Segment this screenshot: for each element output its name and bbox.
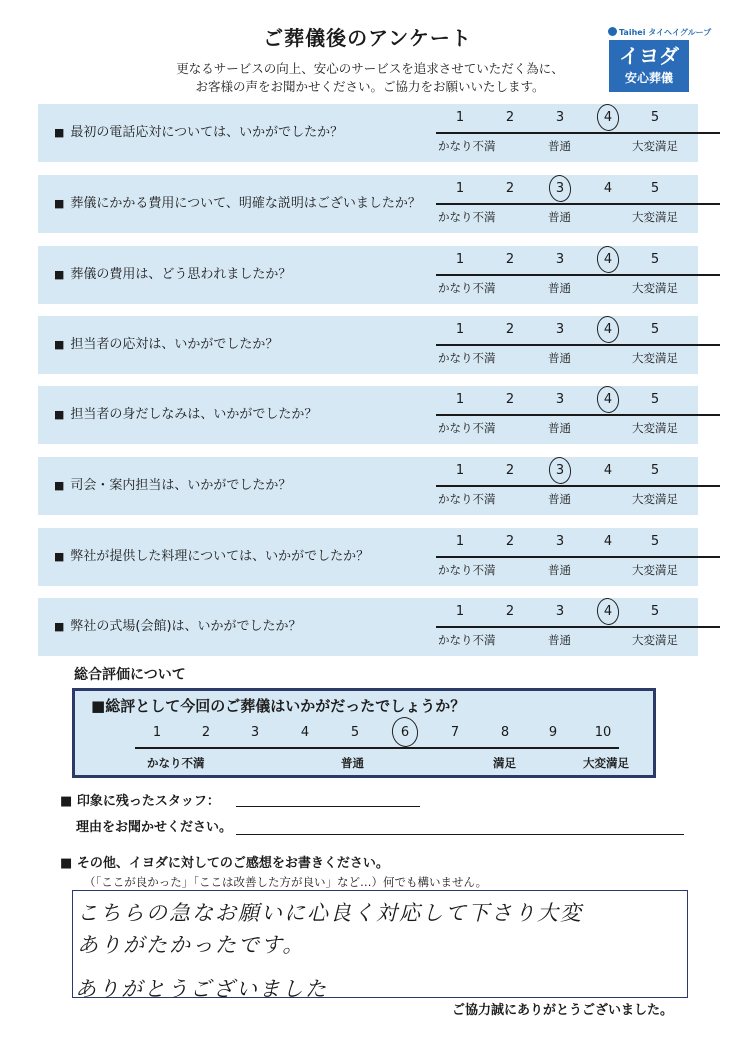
rating-option-1[interactable]: 1 — [455, 181, 465, 196]
bullet-square-icon: ■ — [54, 268, 65, 281]
scale-label-high: 大変満足 — [632, 281, 678, 295]
scale-line — [436, 626, 720, 628]
overall-rating-option-4[interactable]: 4 — [300, 725, 310, 740]
question-text — [54, 246, 291, 304]
scale-line — [436, 414, 720, 416]
page-title: ご葬儀後のアンケート — [263, 26, 472, 50]
intro-line-2: お客様の声をお聞かせください。ご協力をお願いいたします。 — [195, 79, 545, 94]
scale-label-high: 大変満足 — [632, 210, 678, 224]
overall-rating-option-8[interactable]: 8 — [500, 725, 510, 740]
selected-rating-circle — [547, 174, 573, 204]
rating-option-4[interactable]: 4 — [603, 534, 613, 549]
question-label: 弊社の式場(会館)は、いかがでしたか？ — [70, 619, 302, 634]
selected-rating-circle — [595, 245, 621, 275]
scale-label-low: かなり不満 — [438, 351, 496, 365]
question-text — [54, 528, 369, 586]
scale-label-mid: 普通 — [548, 421, 571, 435]
staff-input-line[interactable] — [236, 806, 420, 807]
rating-option-5[interactable]: 5 — [650, 322, 660, 337]
overall-rating-option-5[interactable]: 5 — [350, 725, 360, 740]
rating-option-3[interactable]: 3 — [555, 322, 565, 337]
bullet-square-icon: ■ — [54, 408, 65, 421]
reason-input-line[interactable] — [236, 834, 684, 835]
selected-rating-circle — [547, 456, 573, 486]
logo-main: イヨダ — [619, 44, 679, 68]
scale-label-low: かなり不満 — [438, 492, 496, 506]
rating-option-2[interactable]: 2 — [505, 392, 515, 407]
rating-option-5[interactable]: 5 — [650, 392, 660, 407]
question-text — [54, 457, 291, 515]
scale-line — [436, 274, 720, 276]
rating-option-1[interactable]: 1 — [455, 463, 465, 478]
rating-option-5[interactable]: 5 — [650, 463, 660, 478]
bullet-square-icon: ■ — [54, 620, 65, 633]
rating-option-4[interactable]: 4 — [603, 110, 613, 125]
question-text — [54, 316, 278, 374]
bullet-square-icon: ■ — [54, 479, 65, 492]
rating-option-1[interactable]: 1 — [455, 322, 465, 337]
rating-option-2[interactable]: 2 — [505, 604, 515, 619]
handwritten-line-3: ありがとうございました — [75, 977, 328, 1001]
question-label: 弊社が提供した料理については、いかがでしたか？ — [70, 549, 370, 564]
question-row — [38, 104, 698, 162]
selected-rating-circle — [595, 315, 621, 345]
question-text — [54, 386, 317, 444]
overall-question: ■総評として今回のご葬儀はいかがだったでしょうか？ — [91, 697, 466, 715]
handwritten-line-2: ありがたかったです。 — [77, 933, 306, 957]
question-row — [38, 528, 698, 586]
question-label: 司会・案内担当は、いかがでしたか？ — [70, 478, 292, 493]
bullet-square-icon: ■ — [54, 550, 65, 563]
scale-label-mid: 普通 — [548, 139, 571, 153]
question-label: 葬儀にかかる費用について、明確な説明はございましたか？ — [70, 196, 421, 211]
taihei-logo-icon — [608, 27, 617, 36]
rating-option-4[interactable]: 4 — [603, 252, 613, 267]
scale-label-high: 大変満足 — [632, 421, 678, 435]
question-text — [54, 175, 421, 233]
scale-label-mid: 普通 — [548, 633, 571, 647]
comments-box[interactable] — [72, 890, 688, 1001]
rating-option-3[interactable]: 3 — [555, 252, 565, 267]
question-row — [38, 386, 698, 444]
group-brand — [608, 27, 711, 38]
handwritten-line-1: こちらの急なお願いに心良く対応して下さり大変 — [77, 901, 583, 925]
question-label: 担当者の身だしなみは、いかがでしたか？ — [70, 407, 318, 422]
rating-option-5[interactable]: 5 — [650, 181, 660, 196]
rating-option-4[interactable]: 4 — [603, 604, 613, 619]
rating-option-3[interactable]: 3 — [555, 110, 565, 125]
rating-option-3[interactable]: 3 — [555, 392, 565, 407]
question-row — [38, 175, 698, 233]
rating-option-5[interactable]: 5 — [650, 252, 660, 267]
rating-option-2[interactable]: 2 — [505, 252, 515, 267]
scale-label-mid: 普通 — [548, 210, 571, 224]
rating-option-1[interactable]: 1 — [455, 604, 465, 619]
overall-question-text: 総評として今回のご葬儀はいかがだったでしょうか？ — [105, 697, 466, 715]
scale-line — [436, 203, 720, 205]
question-label: 葬儀の費用は、どう思われましたか？ — [70, 267, 292, 282]
scale-label-low: かなり不満 — [438, 281, 496, 295]
rating-option-4[interactable]: 4 — [603, 322, 613, 337]
scale-label-high: 大変満足 — [632, 563, 678, 577]
selected-rating-circle — [595, 103, 621, 133]
scale-line — [436, 132, 720, 134]
rating-option-3[interactable]: 3 — [555, 604, 565, 619]
overall-label-good: 満足 — [493, 756, 516, 770]
overall-rating-option-9[interactable]: 9 — [548, 725, 558, 740]
overall-selected-circle — [390, 715, 421, 749]
rating-option-5[interactable]: 5 — [650, 604, 660, 619]
rating-option-2[interactable]: 2 — [505, 110, 515, 125]
rating-option-1[interactable]: 1 — [455, 110, 465, 125]
comments-label: ■ その他、イヨダに対してのご感想をお書きください。 — [60, 856, 389, 871]
overall-rating-option-2[interactable]: 2 — [201, 725, 211, 740]
overall-scale-line — [135, 747, 619, 749]
rating-option-3[interactable]: 3 — [555, 463, 565, 478]
rating-option-5[interactable]: 5 — [650, 110, 660, 125]
overall-label-mid: 普通 — [341, 756, 364, 770]
overall-section-title: 総合評価について — [74, 667, 186, 683]
comments-sub: （「ここが良かった」「ここは改善した方が良い」など…）何でも構いません。 — [84, 875, 488, 889]
rating-option-3[interactable]: 3 — [555, 534, 565, 549]
overall-rating-option-1[interactable]: 1 — [152, 725, 162, 740]
scale-line — [436, 485, 720, 487]
scale-line — [436, 556, 720, 558]
question-label: 最初の電話応対については、いかがでしたか？ — [70, 125, 344, 140]
selected-rating-circle — [595, 597, 621, 627]
scale-label-low: かなり不満 — [438, 563, 496, 577]
overall-question-box — [72, 688, 656, 778]
question-row — [38, 246, 698, 304]
scale-label-low: かなり不満 — [438, 633, 496, 647]
bullet-square-icon: ■ — [54, 197, 65, 210]
rating-option-4[interactable]: 4 — [603, 463, 613, 478]
intro-line-1: 更なるサービスの向上、安心のサービスを追求させていただく為に、 — [176, 61, 564, 76]
rating-option-1[interactable]: 1 — [455, 534, 465, 549]
overall-rating-option-3[interactable]: 3 — [250, 725, 260, 740]
comments-label-text: その他、イヨダに対してのご感想をお書きください。 — [76, 856, 389, 871]
company-logo — [609, 40, 689, 92]
overall-rating-option-10[interactable]: 10 — [594, 725, 612, 740]
overall-rating-option-6[interactable]: 6 — [400, 725, 410, 740]
scale-label-low: かなり不満 — [438, 210, 496, 224]
rating-option-2[interactable]: 2 — [505, 534, 515, 549]
rating-option-2[interactable]: 2 — [505, 463, 515, 478]
rating-option-2[interactable]: 2 — [505, 322, 515, 337]
question-row — [38, 598, 698, 656]
scale-label-low: かなり不満 — [438, 139, 496, 153]
scale-label-high: 大変満足 — [632, 139, 678, 153]
scale-label-mid: 普通 — [548, 492, 571, 506]
overall-label-low: かなり不満 — [147, 756, 205, 770]
scale-label-high: 大変満足 — [632, 492, 678, 506]
question-row — [38, 316, 698, 374]
bullet-square-icon: ■ — [54, 338, 65, 351]
logo-sub: 安心葬儀 — [624, 71, 673, 85]
rating-option-4[interactable]: 4 — [603, 181, 613, 196]
rating-option-5[interactable]: 5 — [650, 534, 660, 549]
scale-line — [436, 344, 720, 346]
staff-field-label: ■ 印象に残ったスタッフ： — [60, 794, 220, 809]
rating-option-3[interactable]: 3 — [555, 181, 565, 196]
scale-label-mid: 普通 — [548, 281, 571, 295]
question-text — [54, 104, 343, 162]
rating-option-1[interactable]: 1 — [455, 392, 465, 407]
overall-rating-option-7[interactable]: 7 — [450, 725, 460, 740]
rating-option-2[interactable]: 2 — [505, 181, 515, 196]
selected-rating-circle — [595, 385, 621, 415]
overall-label-high: 大変満足 — [583, 756, 629, 770]
intro-text — [150, 60, 590, 96]
group-brand-label: Taihei タイヘイグループ — [619, 28, 712, 37]
rating-option-4[interactable]: 4 — [603, 392, 613, 407]
scale-label-low: かなり不満 — [438, 421, 496, 435]
question-row — [38, 457, 698, 515]
scale-label-mid: 普通 — [548, 351, 571, 365]
reason-field-label: 理由をお聞かせください。 — [76, 820, 233, 835]
scale-label-high: 大変満足 — [632, 633, 678, 647]
rating-option-1[interactable]: 1 — [455, 252, 465, 267]
staff-label-text: 印象に残ったスタッフ： — [76, 794, 220, 809]
scale-label-high: 大変満足 — [632, 351, 678, 365]
question-text — [54, 598, 302, 656]
question-label: 担当者の応対は、いかがでしたか？ — [70, 337, 279, 352]
footer-thanks: ご協力誠にありがとうございました。 — [452, 1003, 674, 1018]
scale-label-mid: 普通 — [548, 563, 571, 577]
bullet-square-icon: ■ — [54, 126, 65, 139]
